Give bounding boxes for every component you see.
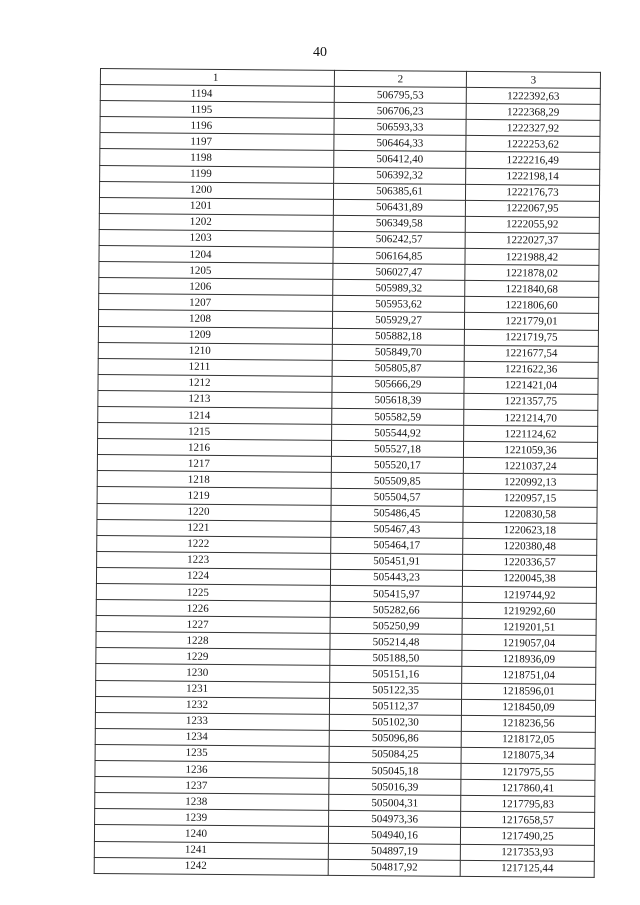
point-number-cell: 1202 bbox=[99, 213, 333, 231]
y-coordinate-cell: 1218075,34 bbox=[461, 747, 595, 764]
y-coordinate-cell: 1222253,62 bbox=[466, 136, 600, 153]
x-coordinate-cell: 505102,30 bbox=[329, 714, 461, 731]
column-header-3: 3 bbox=[466, 71, 600, 88]
y-coordinate-cell: 1221878,02 bbox=[465, 264, 599, 281]
y-coordinate-cell: 1221622,36 bbox=[464, 361, 598, 378]
point-number-cell: 1235 bbox=[95, 744, 329, 762]
point-number-cell: 1239 bbox=[95, 809, 329, 827]
y-coordinate-cell: 1217125,44 bbox=[460, 860, 594, 877]
point-number-cell: 1221 bbox=[97, 519, 331, 537]
x-coordinate-cell: 506164,85 bbox=[333, 247, 465, 264]
y-coordinate-cell: 1221840,68 bbox=[465, 281, 599, 298]
y-coordinate-cell: 1222327,92 bbox=[466, 120, 600, 137]
table-body bbox=[94, 85, 600, 877]
point-number-cell: 1199 bbox=[100, 165, 334, 183]
point-number-cell: 1237 bbox=[95, 777, 329, 795]
y-coordinate-cell: 1220380,48 bbox=[463, 538, 597, 555]
coordinates-table bbox=[94, 68, 601, 878]
x-coordinate-cell: 505122,35 bbox=[330, 682, 462, 699]
y-coordinate-cell: 1221806,60 bbox=[465, 297, 599, 314]
x-coordinate-cell: 505486,45 bbox=[331, 505, 463, 522]
x-coordinate-cell: 506464,33 bbox=[334, 135, 466, 152]
point-number-cell: 1240 bbox=[94, 825, 328, 843]
x-coordinate-cell: 505467,43 bbox=[331, 521, 463, 538]
point-number-cell: 1197 bbox=[100, 133, 334, 151]
point-number-cell: 1231 bbox=[96, 680, 330, 698]
x-coordinate-cell: 506385,61 bbox=[333, 183, 465, 200]
y-coordinate-cell: 1218936,09 bbox=[462, 651, 596, 668]
y-coordinate-cell: 1217975,55 bbox=[461, 763, 595, 780]
x-coordinate-cell: 505045,18 bbox=[329, 762, 461, 779]
point-number-cell: 1223 bbox=[97, 551, 331, 569]
x-coordinate-cell: 506431,89 bbox=[333, 199, 465, 216]
point-number-cell: 1230 bbox=[96, 664, 330, 682]
y-coordinate-cell: 1222027,37 bbox=[465, 232, 599, 249]
y-coordinate-cell: 1218751,04 bbox=[462, 667, 596, 684]
y-coordinate-cell: 1217490,25 bbox=[460, 828, 594, 845]
y-coordinate-cell: 1219292,60 bbox=[462, 602, 596, 619]
point-number-cell: 1229 bbox=[96, 648, 330, 666]
x-coordinate-cell: 505953,62 bbox=[333, 296, 465, 313]
point-number-cell: 1220 bbox=[97, 503, 331, 521]
x-coordinate-cell: 505849,70 bbox=[332, 344, 464, 361]
y-coordinate-cell: 1217353,93 bbox=[460, 844, 594, 861]
point-number-cell: 1217 bbox=[97, 455, 331, 473]
x-coordinate-cell: 505282,66 bbox=[330, 601, 462, 618]
x-coordinate-cell: 505084,25 bbox=[329, 746, 461, 763]
y-coordinate-cell: 1217860,41 bbox=[461, 779, 595, 796]
point-number-cell: 1198 bbox=[100, 149, 334, 167]
point-number-cell: 1225 bbox=[96, 583, 330, 601]
point-number-cell: 1234 bbox=[95, 728, 329, 746]
x-coordinate-cell: 506412,40 bbox=[334, 151, 466, 168]
x-coordinate-cell: 505096,86 bbox=[329, 730, 461, 747]
x-coordinate-cell: 505666,29 bbox=[332, 376, 464, 393]
x-coordinate-cell: 504940,16 bbox=[328, 827, 460, 844]
x-coordinate-cell: 505504,57 bbox=[331, 489, 463, 506]
point-number-cell: 1214 bbox=[98, 406, 332, 424]
point-number-cell: 1207 bbox=[99, 294, 333, 312]
point-number-cell: 1224 bbox=[96, 567, 330, 585]
x-coordinate-cell: 505989,32 bbox=[333, 280, 465, 297]
y-coordinate-cell: 1217658,57 bbox=[461, 812, 595, 829]
y-coordinate-cell: 1222055,92 bbox=[465, 216, 599, 233]
x-coordinate-cell: 506795,53 bbox=[334, 86, 466, 103]
y-coordinate-cell: 1222216,49 bbox=[466, 152, 600, 169]
column-header-1: 1 bbox=[100, 69, 334, 87]
point-number-cell: 1210 bbox=[98, 342, 332, 360]
page-number: 40 bbox=[313, 45, 327, 60]
point-number-cell: 1203 bbox=[99, 229, 333, 247]
x-coordinate-cell: 505250,99 bbox=[330, 618, 462, 635]
point-number-cell: 1213 bbox=[98, 390, 332, 408]
y-coordinate-cell: 1220623,18 bbox=[463, 522, 597, 539]
point-number-cell: 1218 bbox=[97, 471, 331, 489]
x-coordinate-cell: 505805,87 bbox=[332, 360, 464, 377]
point-number-cell: 1228 bbox=[96, 632, 330, 650]
y-coordinate-cell: 1222368,29 bbox=[466, 104, 600, 121]
point-number-cell: 1209 bbox=[98, 326, 332, 344]
y-coordinate-cell: 1221214,70 bbox=[464, 409, 598, 426]
y-coordinate-cell: 1218236,56 bbox=[461, 715, 595, 732]
y-coordinate-cell: 1222392,63 bbox=[466, 87, 600, 104]
point-number-cell: 1219 bbox=[97, 487, 331, 505]
x-coordinate-cell: 505520,17 bbox=[331, 457, 463, 474]
y-coordinate-cell: 1221677,54 bbox=[464, 345, 598, 362]
y-coordinate-cell: 1218172,05 bbox=[461, 731, 595, 748]
coordinates-table-container bbox=[94, 68, 600, 878]
x-coordinate-cell: 505188,50 bbox=[330, 650, 462, 667]
y-coordinate-cell: 1219744,92 bbox=[462, 586, 596, 603]
x-coordinate-cell: 506242,57 bbox=[333, 231, 465, 248]
y-coordinate-cell: 1220830,58 bbox=[463, 506, 597, 523]
y-coordinate-cell: 1219201,51 bbox=[462, 619, 596, 636]
point-number-cell: 1233 bbox=[95, 712, 329, 730]
x-coordinate-cell: 505451,91 bbox=[331, 553, 463, 570]
y-coordinate-cell: 1218450,09 bbox=[461, 699, 595, 716]
y-coordinate-cell: 1221779,01 bbox=[464, 313, 598, 330]
point-number-cell: 1215 bbox=[98, 423, 332, 441]
point-number-cell: 1222 bbox=[97, 535, 331, 553]
point-number-cell: 1194 bbox=[100, 85, 334, 103]
x-coordinate-cell: 506349,58 bbox=[333, 215, 465, 232]
y-coordinate-cell: 1221124,62 bbox=[464, 425, 598, 442]
x-coordinate-cell: 505443,23 bbox=[330, 569, 462, 586]
x-coordinate-cell: 506706,23 bbox=[334, 103, 466, 120]
x-coordinate-cell: 505112,37 bbox=[329, 698, 461, 715]
y-coordinate-cell: 1221421,04 bbox=[464, 377, 598, 394]
x-coordinate-cell: 505582,59 bbox=[332, 408, 464, 425]
x-coordinate-cell: 504973,36 bbox=[329, 811, 461, 828]
x-coordinate-cell: 505415,97 bbox=[330, 585, 462, 602]
x-coordinate-cell: 505464,17 bbox=[331, 537, 463, 554]
x-coordinate-cell: 506593,33 bbox=[334, 119, 466, 136]
point-number-cell: 1205 bbox=[99, 262, 333, 280]
x-coordinate-cell: 505544,92 bbox=[332, 424, 464, 441]
point-number-cell: 1208 bbox=[98, 310, 332, 328]
y-coordinate-cell: 1221988,42 bbox=[465, 248, 599, 265]
y-coordinate-cell: 1220992,13 bbox=[463, 474, 597, 491]
point-number-cell: 1232 bbox=[95, 696, 329, 714]
x-coordinate-cell: 505618,39 bbox=[332, 392, 464, 409]
point-number-cell: 1195 bbox=[100, 101, 334, 119]
y-coordinate-cell: 1219057,04 bbox=[462, 635, 596, 652]
x-coordinate-cell: 505882,18 bbox=[332, 328, 464, 345]
point-number-cell: 1242 bbox=[94, 857, 328, 875]
y-coordinate-cell: 1221357,75 bbox=[464, 393, 598, 410]
point-number-cell: 1238 bbox=[95, 793, 329, 811]
y-coordinate-cell: 1221059,36 bbox=[463, 442, 597, 459]
x-coordinate-cell: 505151,16 bbox=[330, 666, 462, 683]
y-coordinate-cell: 1222067,95 bbox=[465, 200, 599, 217]
y-coordinate-cell: 1221037,24 bbox=[463, 458, 597, 475]
y-coordinate-cell: 1220045,38 bbox=[462, 570, 596, 587]
column-header-2: 2 bbox=[334, 70, 466, 87]
point-number-cell: 1236 bbox=[95, 761, 329, 779]
point-number-cell: 1204 bbox=[99, 246, 333, 264]
y-coordinate-cell: 1220957,15 bbox=[463, 490, 597, 507]
x-coordinate-cell: 506392,32 bbox=[334, 167, 466, 184]
point-number-cell: 1212 bbox=[98, 374, 332, 392]
x-coordinate-cell: 504897,19 bbox=[328, 843, 460, 860]
y-coordinate-cell: 1222198,14 bbox=[466, 168, 600, 185]
y-coordinate-cell: 1221719,75 bbox=[464, 329, 598, 346]
y-coordinate-cell: 1220336,57 bbox=[463, 554, 597, 571]
y-coordinate-cell: 1218596,01 bbox=[462, 683, 596, 700]
point-number-cell: 1227 bbox=[96, 616, 330, 634]
point-number-cell: 1206 bbox=[99, 278, 333, 296]
point-number-cell: 1201 bbox=[99, 197, 333, 215]
point-number-cell: 1226 bbox=[96, 600, 330, 618]
x-coordinate-cell: 505214,48 bbox=[330, 634, 462, 651]
point-number-cell: 1196 bbox=[100, 117, 334, 135]
y-coordinate-cell: 1217795,83 bbox=[461, 796, 595, 813]
point-number-cell: 1216 bbox=[97, 439, 331, 457]
x-coordinate-cell: 506027,47 bbox=[333, 263, 465, 280]
y-coordinate-cell: 1222176,73 bbox=[465, 184, 599, 201]
x-coordinate-cell: 505929,27 bbox=[332, 312, 464, 329]
x-coordinate-cell: 505527,18 bbox=[331, 440, 463, 457]
point-number-cell: 1211 bbox=[98, 358, 332, 376]
x-coordinate-cell: 505016,39 bbox=[329, 778, 461, 795]
table-row bbox=[94, 857, 594, 877]
point-number-cell: 1241 bbox=[94, 841, 328, 859]
point-number-cell: 1200 bbox=[99, 181, 333, 199]
x-coordinate-cell: 505509,85 bbox=[331, 473, 463, 490]
x-coordinate-cell: 505004,31 bbox=[329, 795, 461, 812]
x-coordinate-cell: 504817,92 bbox=[328, 859, 460, 876]
